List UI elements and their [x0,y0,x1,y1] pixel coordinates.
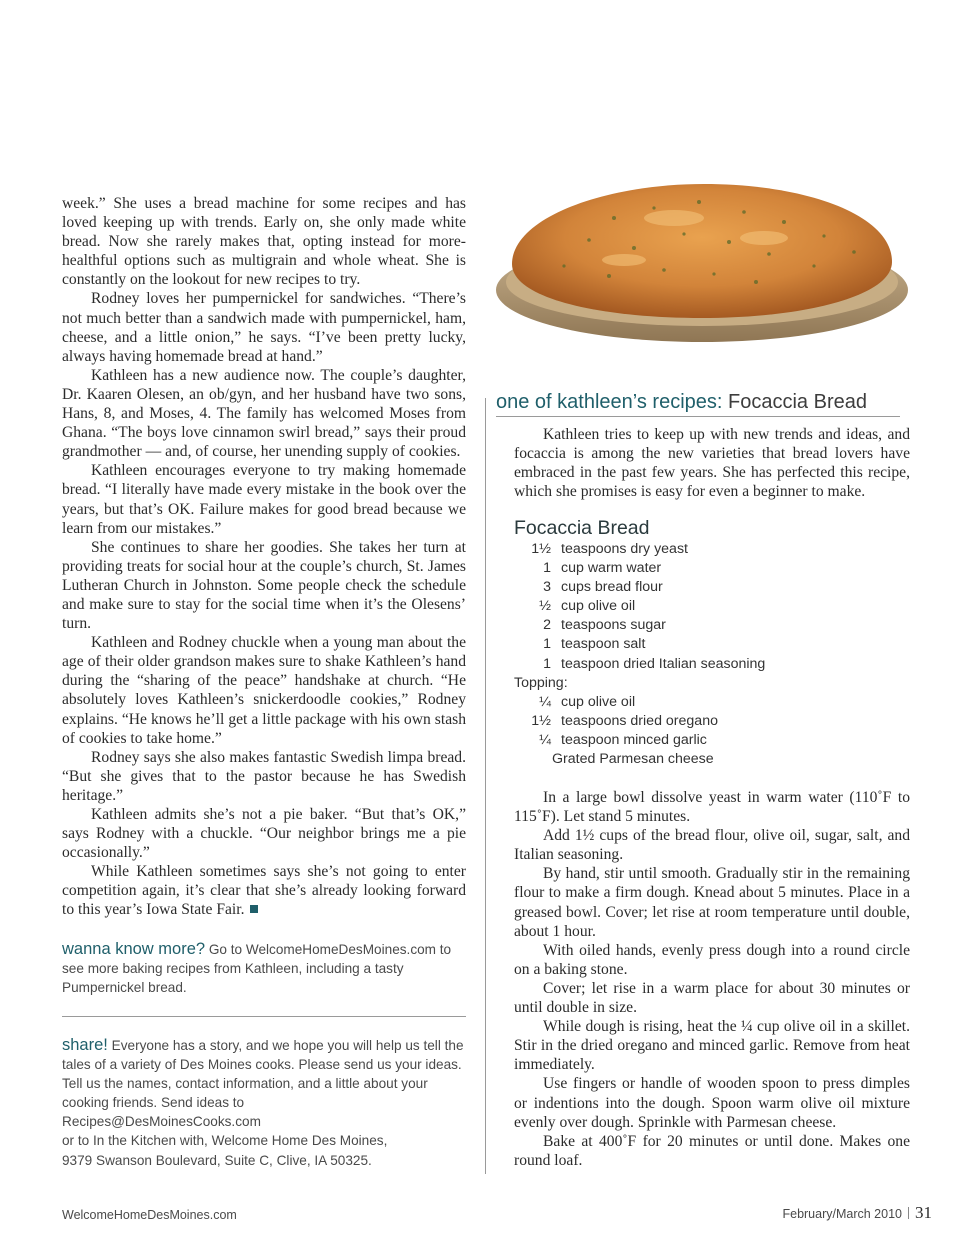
ingredient-qty: ½ [539,598,551,615]
recipe-heading-rule [496,416,900,417]
topping-item: cup olive oil [561,693,636,710]
ingredient-row [514,540,910,559]
recipe-section-heading [496,389,867,415]
wanna-know-more-box [62,940,466,998]
direction-step: Use fingers or handle of wooden spoon to press dimples or indentions into the dough. Spoon warm olive oil mixture evenly over dough. Sprinkle with Parmesan cheese. [514,1075,910,1131]
ingredient-item: cup olive oil [561,598,636,615]
article-paragraph-text: While Kathleen sometimes says she’s not going to enter competition again, it’s clear that she’s already looking forward to this year’s Iowa State Fair. [62,863,466,919]
footer-site-url[interactable]: WelcomeHomeDesMoines.com [62,1208,237,1222]
ingredient-item: teaspoons dry yeast [561,541,688,557]
article-paragraph: Kathleen has a new audience now. The couple’s daughter, Dr. Kaaren Olesen, an ob/gyn, and her husband have two sons, Hans, 8, and Moses, 4. The family has welcomed Moses from Ghana. “The boys love cinnamon swirl bread,” says their proud grandmother — and, of course, her unending supply of cookies. [62,366,466,461]
recipe-intro: Kathleen tries to keep up with new trends and ideas, and focaccia is among the new varieties that bread lovers have embraced in the past few years. She has perfected this recipe, which she promises is easy for even a beginner to make. [514,426,910,501]
article-paragraph: Rodney loves her pumpernickel for sandwiches. “There’s not much better than a sandwich made with pumpernickel, ham, cheese, and a little onion,” he says. “I’ve been pretty lucky, always having homemade bread at hand.” [62,290,466,365]
direction-step: Add 1½ cups of the bread flour, olive oil, sugar, salt, and Italian seasoning. [514,827,910,864]
ingredient-qty: 1 [543,560,551,577]
ingredient-row [514,635,910,654]
ingredient-qty: 1 [543,655,551,672]
ingredient-item: teaspoon dried Italian seasoning [561,655,766,672]
article-paragraph: Kathleen admits she’s not a pie baker. “But that’s OK,” says Rodney with a chuckle. “Our neighbor brings me a pie occasionally.” [62,806,466,862]
column-divider [485,398,486,1174]
article-paragraph: Kathleen encourages everyone to try making homemade bread. “I literally have made every mistake in the book over the years, but that’s OK. Failure makes for good bread because we learn from our mistakes.” [62,462,466,537]
footer-issue [782,1204,932,1223]
direction-step: Bake at 400˚F for 20 minutes or until done. Makes one round loaf. [514,1132,910,1169]
ingredient-row [514,559,910,578]
ingredient-qty: 2 [543,617,551,634]
page-number: 31 [915,1203,932,1222]
focaccia-bread-photo [494,178,910,348]
ingredient-row [514,616,910,635]
article-paragraph: She continues to share her goodies. She takes her turn at providing treats for social hour at the couple’s church, St. James Lutheran Church in Johnston. Some people check the schedule and make sure to stay for the social time when it’s the Olesens’ turn. [62,538,466,633]
footer-issue-date: February/March 2010 [782,1207,902,1221]
ingredient-row [514,578,910,597]
focaccia-loaf [512,184,892,318]
ingredient-qty: 3 [543,579,551,596]
direction-step: In a large bowl dissolve yeast in warm water (110˚F to 115˚F). Let stand 5 minutes. [514,789,910,826]
topping-row [514,693,910,712]
article-paragraph-last [62,862,466,919]
share-lead: share! [62,1036,108,1054]
direction-step: With oiled hands, evenly press dough into a round circle on a baking stone. [514,941,910,978]
topping-qty: 1½ [531,712,551,729]
section-divider [62,1016,466,1017]
ingredient-item: teaspoons sugar [561,617,666,634]
ingredient-qty: 1½ [531,541,551,557]
wanna-know-more-lead: wanna know more? [62,940,206,958]
ingredient-row [514,597,910,616]
article-paragraph: week.” She uses a bread machine for some recipes and has loved keeping up with trends. Early on, she only made white bread. Now she rarely makes that, opting instead for more-healthful options such as multigrain and whole wheat. She is constantly on the lookout for new recipes to try. [62,195,466,289]
topping-extra: Grated Parmesan cheese [552,751,714,768]
direction-step: While dough is rising, heat the ¼ cup olive oil in a skillet. Stir in the dried oregano and minced garlic. Remove from heat immediately. [514,1018,910,1074]
end-of-story-square-icon [250,905,258,913]
topping-row [514,731,910,750]
topping-qty: ¼ [539,693,551,710]
direction-step: By hand, stir until smooth. Gradually stir in the remaining flour to make a firm dough. Knead about 5 minutes. Place in a greased bowl. Cover; let rise at room temperature until double, about 1 hour. [514,865,910,940]
article-body [62,194,466,920]
recipe-heading-lead: one of kathleen’s recipes: [496,391,723,413]
ingredient-qty: 1 [543,636,551,653]
topping-qty: ¼ [539,731,551,748]
footer-separator [908,1207,909,1219]
ingredient-item: cup warm water [561,560,662,577]
ingredient-row [514,655,910,674]
share-email-link[interactable]: Recipes@DesMoinesCooks.com [62,1114,261,1130]
recipe-heading-title: Focaccia Bread [728,391,867,413]
ingredient-list [514,540,910,769]
share-text: Everyone has a story, and we hope you will help us tell the tales of a variety of Des Moines cooks. Please send us your ideas. Tell us the names, contact information, and a little about your cooking friends. Send ideas to [62,1038,464,1111]
recipe-title: Focaccia Bread [514,517,650,539]
share-address-line: 9379 Swanson Boulevard, Suite C, Clive, IA 50325. [62,1152,372,1168]
ingredient-item: cups bread flour [561,579,663,596]
topping-item: teaspoons dried oregano [561,712,718,729]
recipe-directions [514,788,910,1170]
share-address-line: or to In the Kitchen with, Welcome Home Des Moines, [62,1133,388,1149]
article-paragraph: Rodney says she also makes fantastic Swedish limpa bread. “But she gives that to the pastor because he has Swedish heritage.” [62,748,466,804]
article-paragraph: Kathleen and Rodney chuckle when a young man about the age of their older grandson makes sure to shake Kathleen’s hand during the “sharing of the peace” handshake at church. “He absolutely loves Kathleen’s snickerdoodle cookies,” Rodney explains. “He knows he’ll get a little package with his own stash of cookies to take home.” [62,634,466,747]
share-box [62,1036,466,1170]
topping-row [514,712,910,731]
topping-item: teaspoon minced garlic [561,731,707,748]
wanna-know-more-text: Go to WelcomeHomeDesMoines.com to see more baking recipes from Kathleen, including a tasty Pumpernickel bread. [62,942,452,996]
direction-step: Cover; let rise in a warm place for about 30 minutes or until double in size. [514,979,910,1017]
topping-label: Topping: [514,674,568,691]
ingredient-item: teaspoon salt [561,636,646,653]
